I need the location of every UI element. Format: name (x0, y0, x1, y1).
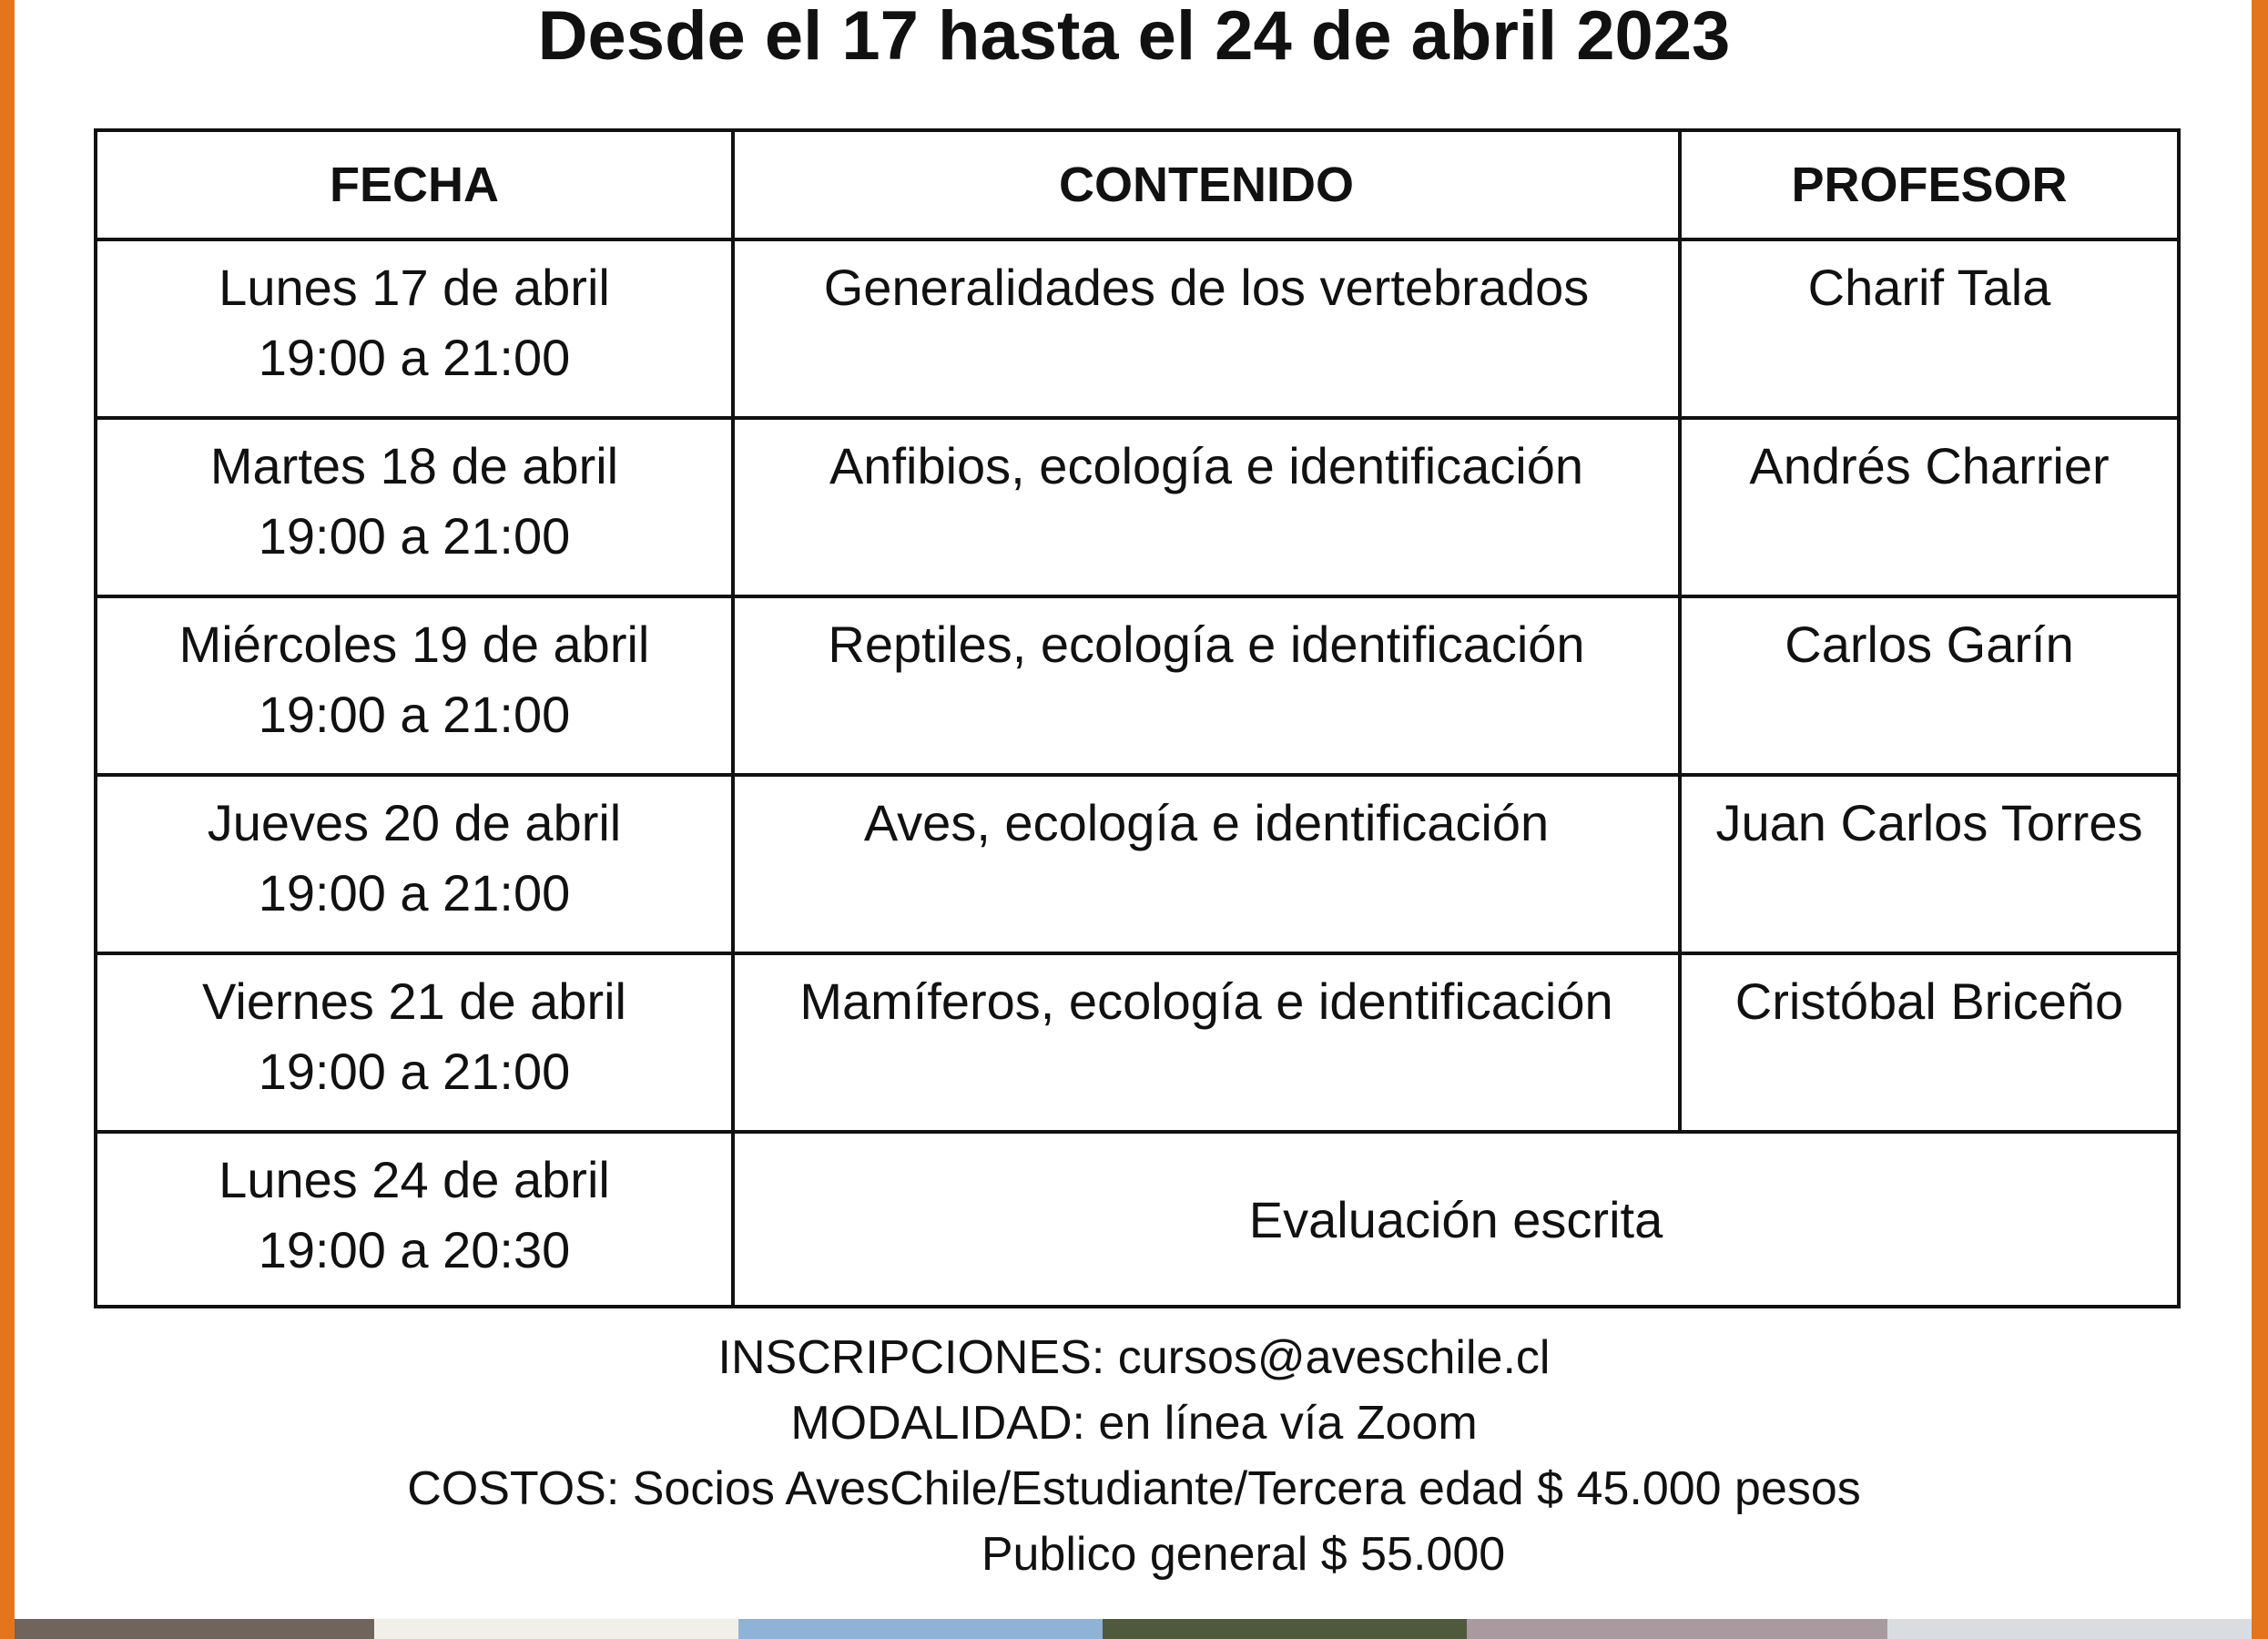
date-cell (96, 953, 733, 1132)
date-cell (96, 596, 733, 775)
table-row (96, 239, 2179, 418)
date-text: Jueves 20 de abril (207, 794, 622, 851)
content-cell: Generalidades de los vertebrados (733, 239, 1680, 418)
page-title: Desde el 17 hasta el 24 de abril 2023 (537, 0, 1731, 75)
teacher-cell: Charif Tala (1680, 239, 2179, 418)
header-contenido: CONTENIDO (733, 130, 1680, 239)
table-row (96, 418, 2179, 596)
content-cell: Reptiles, ecología e identificación (733, 596, 1680, 775)
date-text: Lunes 24 de abril (219, 1151, 610, 1208)
teacher-cell: Andrés Charrier (1680, 418, 2179, 596)
course-info (0, 1325, 2268, 1587)
date-text: Lunes 17 de abril (219, 259, 610, 316)
photo-segment (738, 1619, 1103, 1639)
teacher-cell: Cristóbal Briceño (1680, 953, 2179, 1132)
photo-strip (15, 1619, 2252, 1639)
publico-text: Publico general $ 55.000 (981, 1528, 1506, 1581)
modalidad-text: MODALIDAD: en línea vía Zoom (790, 1397, 1478, 1450)
table-row (96, 775, 2179, 953)
teacher-cell: Juan Carlos Torres (1680, 775, 2179, 953)
schedule-table (94, 128, 2181, 1308)
content-cell-merged: Evaluación escrita (733, 1132, 2179, 1307)
date-cell (96, 239, 733, 418)
photo-segment (1103, 1619, 1467, 1639)
photo-segment (15, 1619, 374, 1639)
time-text: 19:00 a 21:00 (258, 507, 571, 565)
table-row (96, 596, 2179, 775)
content-cell: Anfibios, ecología e identificación (733, 418, 1680, 596)
date-text: Martes 18 de abril (209, 437, 619, 494)
header-fecha: FECHA (96, 130, 733, 239)
photo-segment (374, 1619, 738, 1639)
time-text: 19:00 a 21:00 (258, 686, 571, 743)
time-text: 19:00 a 21:00 (258, 864, 571, 921)
photo-segment (1887, 1619, 2252, 1639)
teacher-cell: Carlos Garín (1680, 596, 2179, 775)
table-row (96, 1132, 2179, 1307)
table-header-row (96, 130, 2179, 239)
inscripciones-text: INSCRIPCIONES: cursos@aveschile.cl (717, 1331, 1551, 1384)
date-text: Miércoles 19 de abril (178, 616, 650, 673)
photo-segment (1467, 1619, 1887, 1639)
date-cell (96, 1132, 733, 1307)
content-cell: Mamíferos, ecología e identificación (733, 953, 1680, 1132)
header-profesor: PROFESOR (1680, 130, 2179, 239)
date-text: Viernes 21 de abril (202, 972, 626, 1030)
time-text: 19:00 a 20:30 (258, 1221, 571, 1278)
time-text: 19:00 a 21:00 (258, 329, 571, 386)
table-row (96, 953, 2179, 1132)
date-cell (96, 418, 733, 596)
time-text: 19:00 a 21:00 (258, 1043, 571, 1100)
content-cell: Aves, ecología e identificación (733, 775, 1680, 953)
date-cell (96, 775, 733, 953)
costos-text: COSTOS: Socios AvesChile/Estudiante/Tercera edad $ 45.000 pesos (407, 1462, 1861, 1515)
